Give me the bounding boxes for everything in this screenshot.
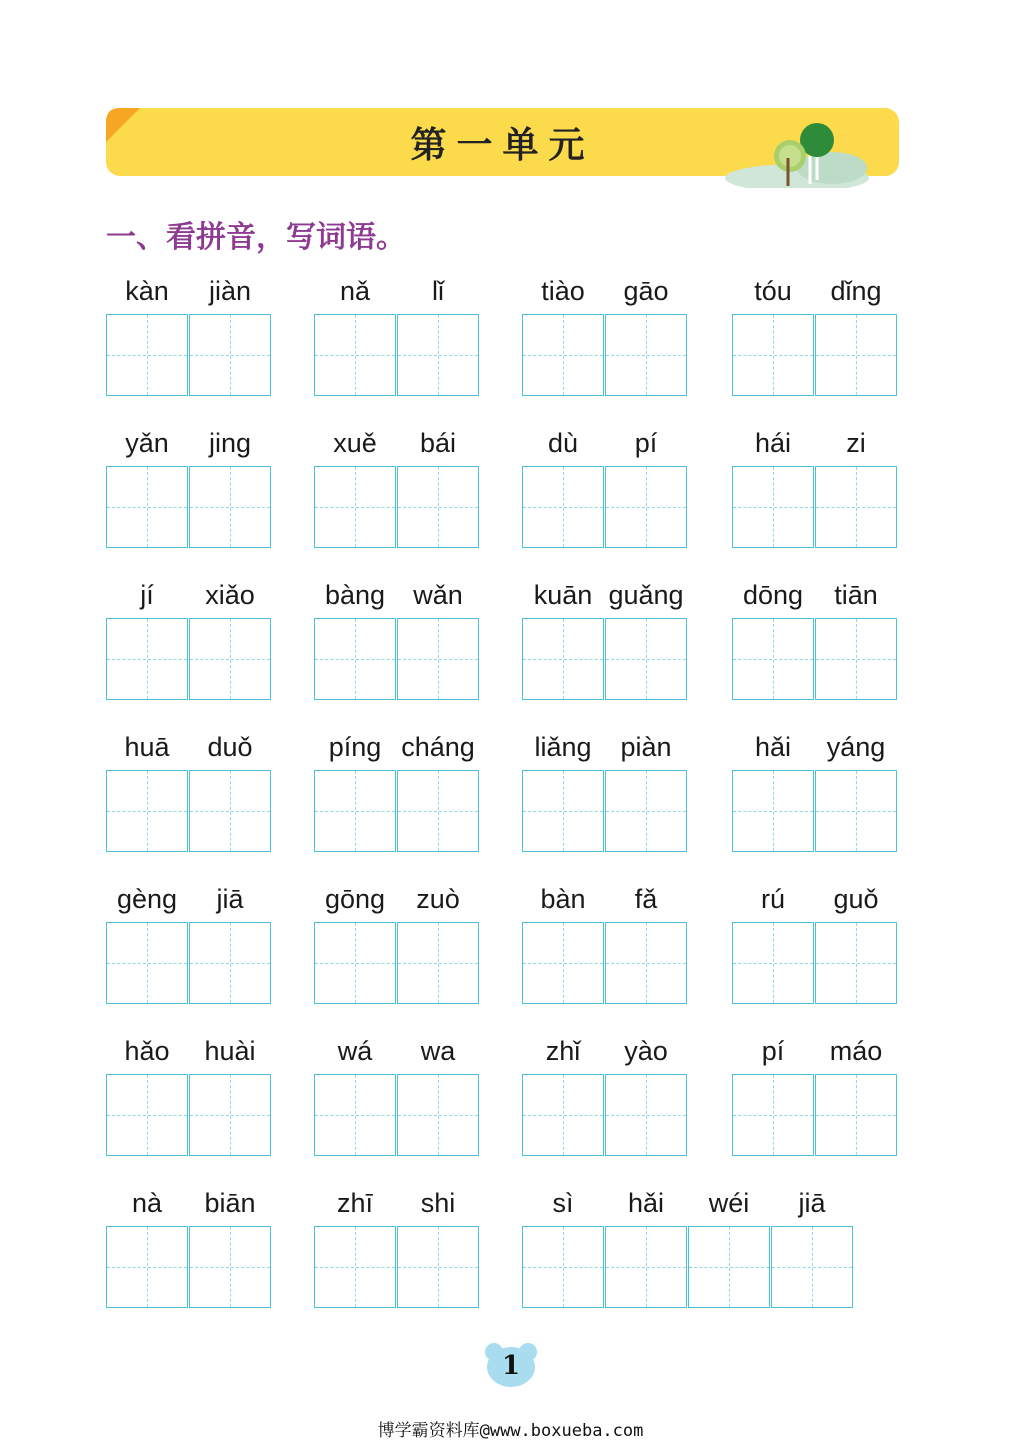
guide-line: [147, 315, 148, 395]
writing-box[interactable]: [732, 922, 814, 1004]
footer-watermark: 博学霸资料库@www.boxueba.com: [377, 1421, 644, 1441]
guide-line: [773, 619, 774, 699]
guide-line: [438, 1075, 439, 1155]
writing-box[interactable]: [815, 618, 897, 700]
unit-title: 第一单元: [410, 124, 595, 166]
guide-line: [230, 1227, 231, 1307]
guide-line: [230, 619, 231, 699]
writing-box[interactable]: [815, 922, 897, 1004]
guide-line: [355, 771, 356, 851]
writing-box[interactable]: [605, 466, 687, 548]
pinyin-label: wǎn: [413, 580, 463, 610]
guide-line: [438, 619, 439, 699]
guide-line: [773, 315, 774, 395]
pinyin-label: xuě: [333, 428, 377, 458]
pinyin-label: guǒ: [833, 884, 879, 914]
writing-box[interactable]: [732, 1074, 814, 1156]
guide-line: [147, 923, 148, 1003]
writing-box[interactable]: [314, 466, 396, 548]
writing-box[interactable]: [522, 466, 604, 548]
pinyin-label: bàng: [324, 580, 386, 610]
pinyin-label: kàn: [125, 276, 169, 306]
guide-line: [230, 923, 231, 1003]
writing-box[interactable]: [732, 770, 814, 852]
pinyin-label: jí: [140, 580, 154, 610]
pinyin-label: cháng: [401, 732, 475, 762]
pinyin-label: máo: [829, 1036, 883, 1066]
pinyin-label: guǎng: [608, 580, 684, 610]
pinyin-label: jiàn: [208, 276, 252, 306]
pinyin-label: hǎi: [754, 732, 792, 762]
guide-line: [438, 923, 439, 1003]
pinyin-label: huài: [204, 1036, 256, 1066]
writing-box[interactable]: [189, 1226, 271, 1308]
writing-box[interactable]: [314, 1226, 396, 1308]
writing-box[interactable]: [732, 314, 814, 396]
pinyin-label: jing: [208, 428, 252, 458]
writing-box[interactable]: [732, 618, 814, 700]
pinyin-label: wá: [337, 1036, 373, 1066]
guide-line: [856, 467, 857, 547]
pinyin-label: jiā: [798, 1188, 826, 1218]
guide-line: [355, 467, 356, 547]
pinyin-label: yáng: [826, 732, 886, 762]
pinyin-label: bàn: [540, 884, 586, 914]
writing-box[interactable]: [522, 314, 604, 396]
writing-box[interactable]: [189, 314, 271, 396]
writing-box[interactable]: [522, 618, 604, 700]
pinyin-label: hái: [754, 428, 792, 458]
guide-line: [355, 1227, 356, 1307]
pinyin-label: biān: [204, 1188, 256, 1218]
guide-line: [773, 771, 774, 851]
pinyin-label: xiǎo: [205, 580, 255, 610]
pinyin-label: sì: [552, 1188, 574, 1218]
pinyin-label: piàn: [620, 732, 672, 762]
guide-line: [230, 771, 231, 851]
pinyin-label: hǎi: [627, 1188, 665, 1218]
pinyin-label: nà: [131, 1188, 163, 1218]
writing-box[interactable]: [771, 1226, 853, 1308]
writing-box[interactable]: [605, 1226, 687, 1308]
writing-box[interactable]: [397, 922, 479, 1004]
writing-box[interactable]: [397, 618, 479, 700]
pinyin-label: duǒ: [207, 732, 253, 762]
guide-line: [856, 923, 857, 1003]
pinyin-label: shi: [420, 1188, 456, 1218]
page-number: 1: [501, 1351, 521, 1381]
guide-line: [563, 467, 564, 547]
exercise-instruction: 一、看拼音，写词语。: [106, 220, 406, 255]
guide-line: [355, 315, 356, 395]
guide-line: [147, 467, 148, 547]
guide-line: [773, 1075, 774, 1155]
pinyin-label: dù: [547, 428, 579, 458]
guide-line: [563, 923, 564, 1003]
pinyin-label: nǎ: [339, 276, 371, 306]
writing-box[interactable]: [314, 770, 396, 852]
writing-box[interactable]: [732, 466, 814, 548]
writing-box[interactable]: [605, 618, 687, 700]
pinyin-label: lǐ: [432, 276, 444, 306]
guide-line: [563, 315, 564, 395]
writing-box[interactable]: [397, 770, 479, 852]
guide-line: [230, 315, 231, 395]
writing-box[interactable]: [815, 1074, 897, 1156]
writing-box[interactable]: [397, 1074, 479, 1156]
guide-line: [355, 619, 356, 699]
guide-line: [563, 1075, 564, 1155]
guide-line: [646, 619, 647, 699]
guide-line: [773, 923, 774, 1003]
writing-box[interactable]: [106, 314, 188, 396]
guide-line: [147, 771, 148, 851]
pinyin-label: tiān: [834, 580, 878, 610]
pinyin-label: yǎn: [125, 428, 169, 458]
guide-line: [438, 467, 439, 547]
pinyin-label: jiā: [216, 884, 244, 914]
pinyin-label: rú: [760, 884, 785, 914]
writing-box[interactable]: [522, 1074, 604, 1156]
pinyin-label: tiào: [541, 276, 585, 306]
guide-line: [646, 1227, 647, 1307]
guide-line: [147, 1227, 148, 1307]
pinyin-label: dǐng: [830, 276, 882, 306]
pinyin-label: gāo: [623, 276, 669, 306]
pinyin-label: zhǐ: [545, 1036, 581, 1066]
guide-line: [438, 315, 439, 395]
writing-box[interactable]: [189, 466, 271, 548]
guide-line: [355, 923, 356, 1003]
writing-box[interactable]: [314, 922, 396, 1004]
writing-box[interactable]: [106, 770, 188, 852]
writing-box[interactable]: [314, 1074, 396, 1156]
pinyin-label: pí: [761, 1036, 785, 1066]
writing-box[interactable]: [106, 1226, 188, 1308]
pinyin-label: kuān: [533, 580, 593, 610]
pinyin-label: pí: [634, 428, 658, 458]
pinyin-label: zi: [846, 428, 866, 458]
guide-line: [773, 467, 774, 547]
writing-box[interactable]: [522, 1226, 604, 1308]
writing-box[interactable]: [106, 1074, 188, 1156]
guide-line: [646, 467, 647, 547]
pinyin-label: liǎng: [534, 732, 592, 762]
guide-line: [230, 1075, 231, 1155]
pinyin-label: píng: [328, 732, 382, 762]
guide-line: [856, 315, 857, 395]
writing-box[interactable]: [397, 314, 479, 396]
pinyin-label: yào: [624, 1036, 668, 1066]
writing-box[interactable]: [189, 618, 271, 700]
guide-line: [646, 315, 647, 395]
guide-line: [812, 1227, 813, 1307]
pinyin-label: gèng: [116, 884, 178, 914]
pinyin-label: huā: [124, 732, 170, 762]
guide-line: [646, 923, 647, 1003]
writing-box[interactable]: [522, 770, 604, 852]
writing-box[interactable]: [688, 1226, 770, 1308]
writing-box[interactable]: [106, 922, 188, 1004]
writing-box[interactable]: [605, 770, 687, 852]
writing-box[interactable]: [189, 922, 271, 1004]
pinyin-label: bái: [419, 428, 457, 458]
pinyin-label: zuò: [416, 884, 460, 914]
writing-box[interactable]: [815, 314, 897, 396]
guide-line: [563, 1227, 564, 1307]
writing-box[interactable]: [314, 618, 396, 700]
writing-box[interactable]: [106, 466, 188, 548]
guide-line: [856, 771, 857, 851]
writing-box[interactable]: [397, 1226, 479, 1308]
guide-line: [438, 1227, 439, 1307]
pinyin-label: tóu: [754, 276, 792, 306]
guide-line: [563, 619, 564, 699]
writing-box[interactable]: [314, 314, 396, 396]
pinyin-label: hǎo: [124, 1036, 170, 1066]
writing-box[interactable]: [605, 1074, 687, 1156]
writing-box[interactable]: [397, 466, 479, 548]
pinyin-label: gōng: [324, 884, 386, 914]
guide-line: [147, 619, 148, 699]
writing-box[interactable]: [522, 922, 604, 1004]
guide-line: [856, 619, 857, 699]
writing-box[interactable]: [605, 922, 687, 1004]
writing-box[interactable]: [815, 466, 897, 548]
pinyin-label: fǎ: [634, 884, 658, 914]
guide-line: [355, 1075, 356, 1155]
pinyin-label: wéi: [708, 1188, 750, 1218]
writing-box[interactable]: [189, 1074, 271, 1156]
guide-line: [563, 771, 564, 851]
pinyin-label: wa: [420, 1036, 456, 1066]
pinyin-label: dōng: [742, 580, 804, 610]
guide-line: [856, 1075, 857, 1155]
guide-line: [646, 1075, 647, 1155]
pinyin-label: zhī: [336, 1188, 374, 1218]
guide-line: [438, 771, 439, 851]
writing-box[interactable]: [106, 618, 188, 700]
writing-box[interactable]: [815, 770, 897, 852]
guide-line: [230, 467, 231, 547]
guide-line: [147, 1075, 148, 1155]
guide-line: [646, 771, 647, 851]
writing-box[interactable]: [605, 314, 687, 396]
guide-line: [729, 1227, 730, 1307]
writing-box[interactable]: [189, 770, 271, 852]
